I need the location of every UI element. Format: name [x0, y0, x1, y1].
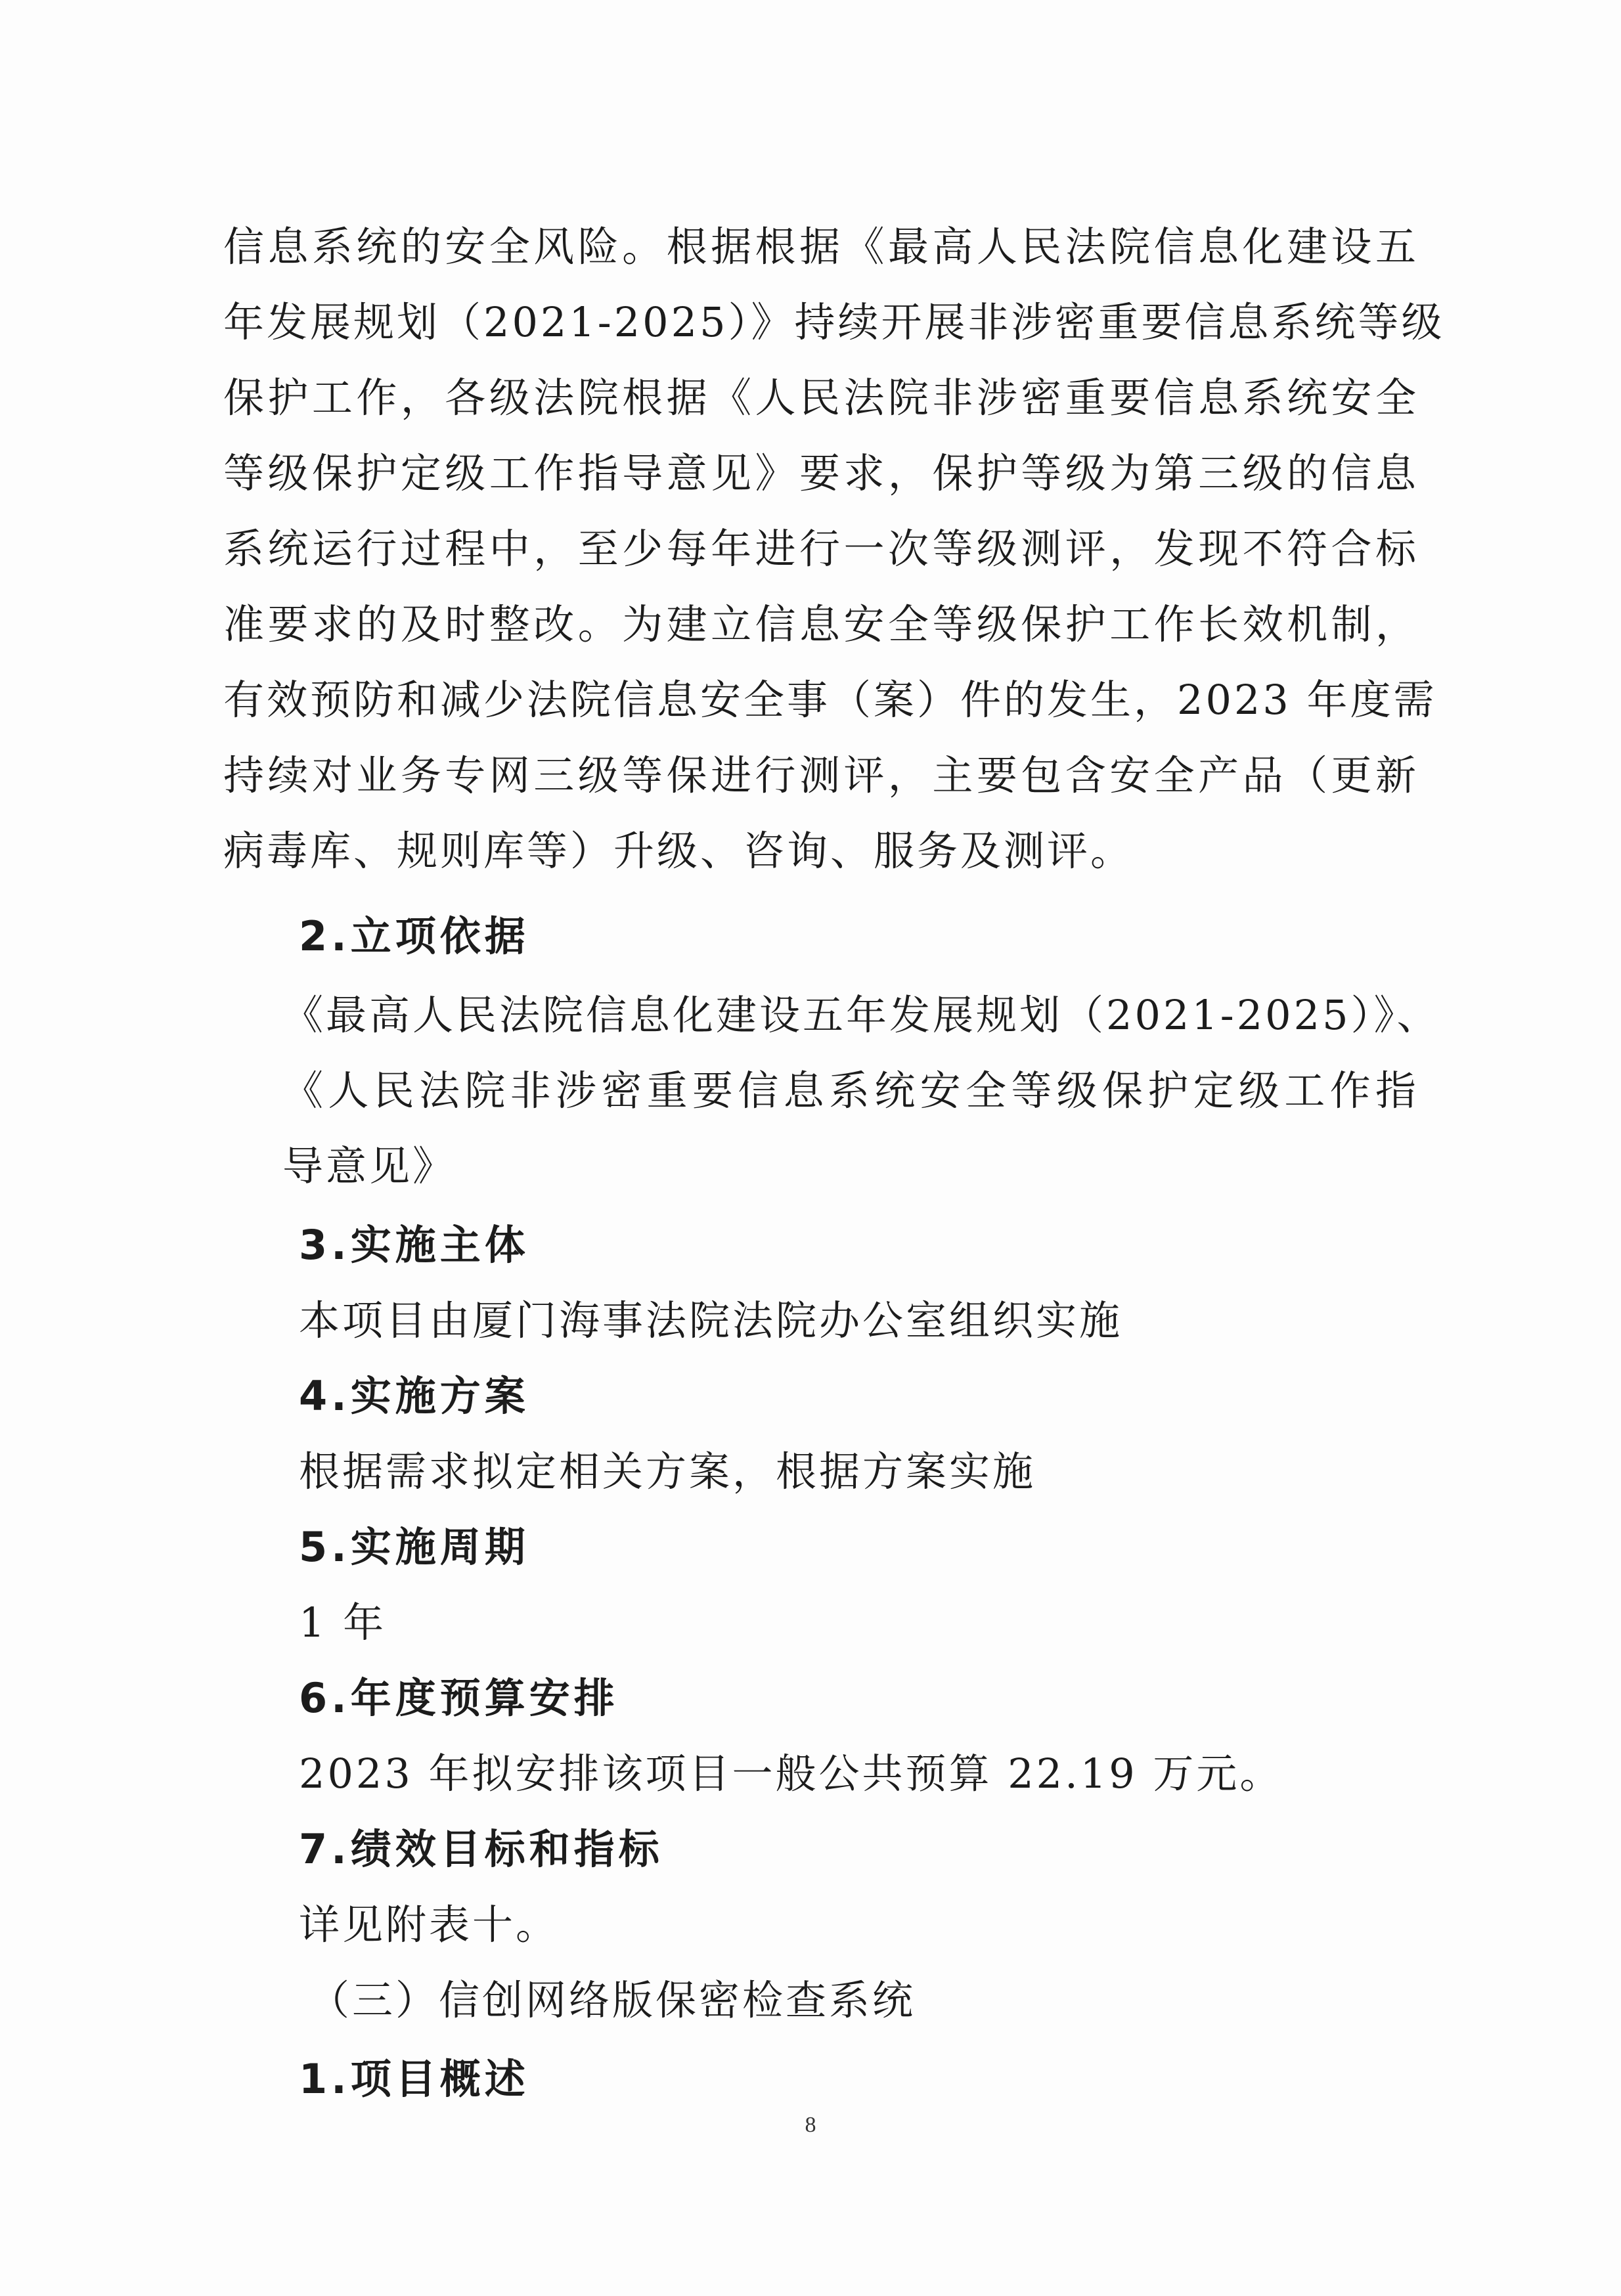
section-heading: 1.项目概述: [299, 2055, 529, 2103]
paragraph-line: 持续对业务专网三级等保进行测评，主要包含安全产品（更新: [223, 751, 1419, 799]
section-heading: 2.立项依据: [299, 912, 529, 960]
paragraph-line: 导意见》: [282, 1142, 456, 1190]
paragraph-line: 病毒库、规则库等）升级、咨询、服务及测评。: [223, 827, 1134, 875]
paragraph-line: 系统运行过程中，至少每年进行一次等级测评，发现不符合标: [223, 525, 1419, 573]
section-text: 根据需求拟定相关方案，根据方案实施: [299, 1447, 1036, 1495]
paragraph-line: 《最高人民法院信息化建设五年发展规划（2021-2025）》、: [282, 991, 1440, 1039]
section-heading: 3.实施主体: [299, 1221, 529, 1269]
paragraph-line: 保护工作，各级法院根据《人民法院非涉密重要信息系统安全: [223, 374, 1419, 422]
paragraph-line: 有效预防和减少法院信息安全事（案）件的发生，2023 年度需: [223, 676, 1437, 724]
section-heading: 4.实施方案: [299, 1372, 529, 1420]
subsection-heading: （三）信创网络版保密检查系统: [309, 1976, 916, 2024]
section-text: 1 年: [299, 1599, 387, 1646]
page-number: 8: [805, 2113, 816, 2137]
paragraph-line: 信息系统的安全风险。根据根据《最高人民法院信息化建设五: [223, 223, 1419, 271]
paragraph-line: 《人民法院非涉密重要信息系统安全等级保护定级工作指: [282, 1067, 1419, 1115]
paragraph-line: 准要求的及时整改。为建立信息安全等级保护工作长效机制，: [223, 600, 1419, 648]
section-heading: 5.实施周期: [299, 1523, 529, 1571]
section-text: 2023 年拟安排该项目一般公共预算 22.19 万元。: [299, 1750, 1283, 1798]
paragraph-line: 等级保护定级工作指导意见》要求，保护等级为第三级的信息: [223, 449, 1419, 497]
section-text: 本项目由厦门海事法院法院办公室组织实施: [299, 1296, 1123, 1344]
paragraph-line: 年发展规划（2021-2025）》持续开展非涉密重要信息系统等级: [223, 298, 1445, 346]
section-text: 详见附表十。: [299, 1901, 560, 1949]
section-heading: 6.年度预算安排: [299, 1674, 619, 1722]
section-heading: 7.绩效目标和指标: [299, 1825, 663, 1873]
